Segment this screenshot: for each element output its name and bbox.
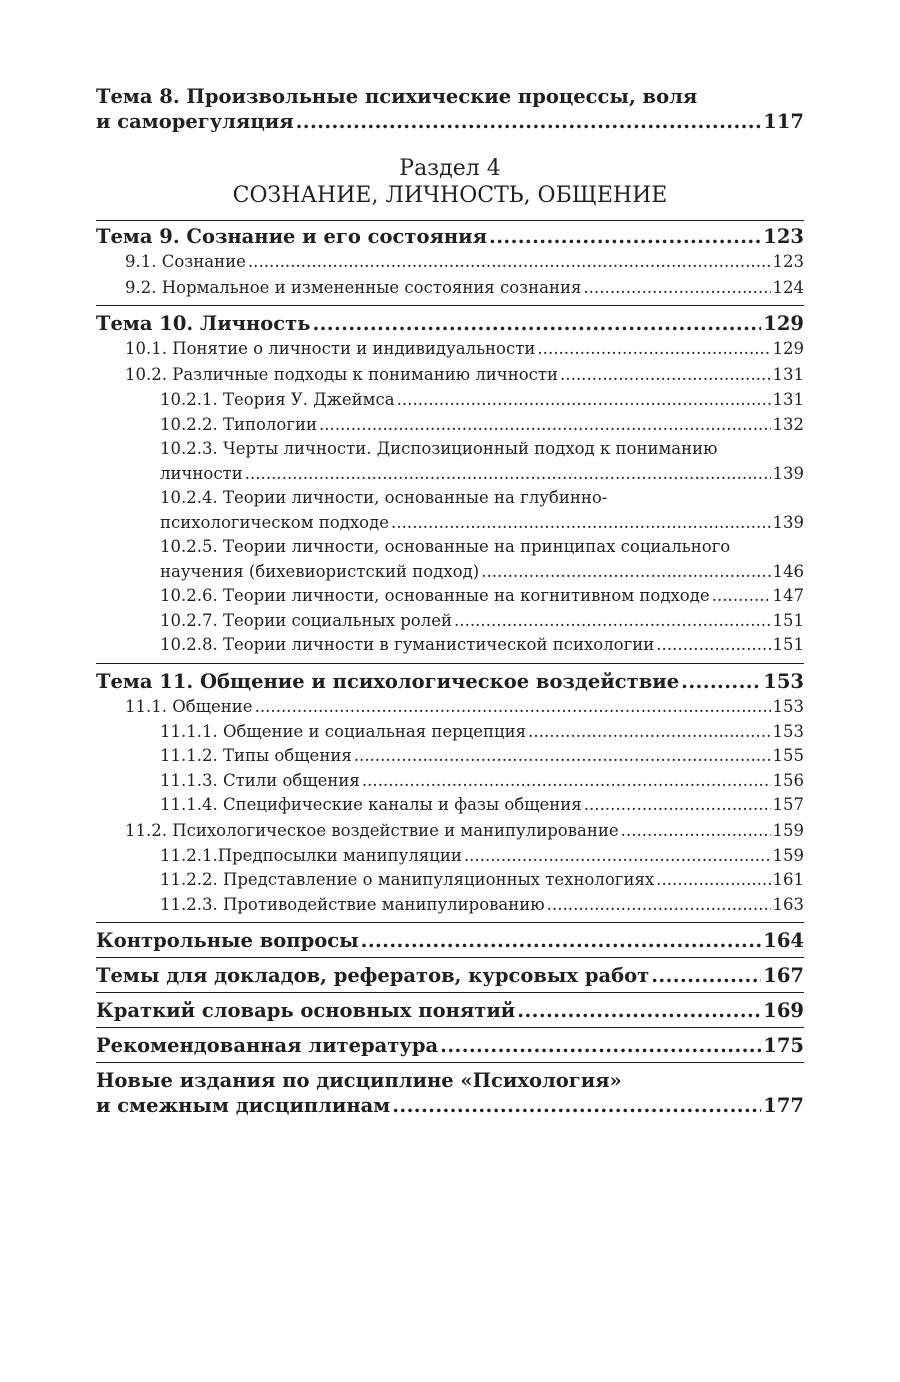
dot-leader [319,413,771,438]
entry-title: 9.2. Нормальное и измененные состояния сознания [125,278,582,297]
entry-title-line2: психологическом подходе [160,512,390,532]
toc-entry-10-2-3[interactable] [96,437,804,486]
dot-leader [481,560,770,585]
divider [96,1062,804,1063]
page-number: 146 [772,561,804,581]
section-number: Раздел 4 [399,156,501,181]
entry-title: Тема 10. Личность [96,312,311,335]
divider [96,992,804,993]
page-number: 123 [772,252,804,271]
toc-entry-topic-9[interactable] [96,224,804,249]
entry-title: Краткий словарь основных понятий [96,999,516,1022]
toc-entry-10-2-4[interactable] [96,486,804,535]
toc-entry-10-2-8[interactable] [96,633,804,658]
page-number: 156 [772,770,804,790]
page-number: 131 [772,365,804,384]
entry-title-line1: 10.2.4. Теории личности, основанные на глубинно- [160,488,608,507]
page-number: 153 [772,721,804,741]
dot-leader [245,462,771,487]
dot-leader [392,1093,761,1118]
page-number: 139 [772,512,804,532]
entry-title-line1: Тема 8. Произвольные психические процессы, воля [96,85,698,108]
toc-entry-11-2-1[interactable] [96,844,804,869]
page-number: 159 [772,820,804,840]
page-number: 153 [763,669,804,693]
toc-entry-10-2-6[interactable] [96,584,804,609]
entry-title: 10.2.2. Типологии [160,414,317,434]
entry-title: 11.1. Общение [125,696,253,716]
entry-title-line1: 10.2.5. Теории личности, основанные на принципах социального [160,537,731,556]
toc-entry-review-questions[interactable] [96,928,804,953]
entry-title: 11.1.3. Стили общения [160,770,360,790]
dot-leader [489,224,761,249]
entry-title-line2: личности [160,463,243,483]
toc-entry-10-1[interactable] [96,336,804,362]
toc-entry-11-1-4[interactable] [96,793,804,818]
dot-leader [560,362,770,388]
page-number: 167 [763,964,804,987]
entry-title: 10.2.1. Теория У. Джеймса [160,390,395,409]
dot-leader [621,818,771,844]
page-number: 161 [772,870,804,889]
section-title: СОЗНАНИЕ, ЛИЧНОСТЬ, ОБЩЕНИЕ [232,183,668,208]
page-number: 124 [772,278,804,297]
table-of-contents [96,84,804,1118]
dot-leader [248,249,771,275]
divider [96,1027,804,1028]
entry-title: 10.2.7. Теории социальных ролей [160,610,452,630]
toc-entry-9-1[interactable] [96,249,804,275]
entry-title-line1: 10.2.3. Черты личности. Диспозиционный подход к пониманию [160,439,718,458]
dot-leader [362,769,771,794]
page-number: 147 [772,586,804,605]
page-number: 151 [772,635,804,654]
dot-leader [583,275,770,301]
entry-title: 10.2. Различные подходы к пониманию личности [125,365,559,384]
page-number: 169 [763,999,804,1022]
toc-entry-topic-8[interactable] [96,84,804,134]
page-number: 117 [763,110,804,133]
entry-title: 11.2.1.Предпосылки манипуляции [160,845,462,865]
divider [96,305,804,306]
toc-entry-10-2[interactable] [96,362,804,388]
toc-entry-glossary[interactable] [96,998,804,1023]
entry-title: Тема 11. Общение и психологическое воздействие [96,669,680,693]
dot-leader [537,336,770,362]
toc-entry-report-topics[interactable] [96,963,804,988]
page-number: 157 [772,795,804,814]
dot-leader [528,720,770,745]
divider [96,957,804,958]
entry-title: 11.1.4. Специфические каналы и фазы общения [160,795,582,814]
entry-title-line1: Новые издания по дисциплине «Психология» [96,1069,622,1092]
entry-title: 11.2.2. Представление о манипуляционных технологиях [160,870,655,889]
page-number: 139 [772,463,804,483]
toc-entry-topic-10[interactable] [96,311,804,336]
entry-title: Контрольные вопросы [96,929,359,952]
dot-leader [312,311,761,336]
entry-title: Рекомендованная литература [96,1034,439,1057]
toc-entry-9-2[interactable] [96,275,804,301]
entry-title: 11.2. Психологическое воздействие и манипулирование [125,820,619,840]
toc-entry-11-2[interactable] [96,818,804,844]
page-number: 123 [763,225,804,248]
entry-title: 9.1. Сознание [125,252,246,271]
dot-leader [354,744,771,769]
page-number: 175 [763,1034,804,1057]
entry-title: 11.2.3. Противодействие манипулированию [160,894,545,914]
dot-leader [391,511,770,536]
entry-title: 10.1. Понятие о личности и индивидуальности [125,339,536,358]
toc-entry-11-1-3[interactable] [96,769,804,794]
toc-entry-recommended-literature[interactable] [96,1033,804,1058]
dot-leader [464,844,771,869]
page-number: 155 [772,746,804,765]
dot-leader [361,928,762,953]
entry-title: 10.2.6. Теории личности, основанные на когнитивном подходе [160,586,710,605]
toc-entry-10-2-5[interactable] [96,535,804,584]
dot-leader [712,584,771,609]
toc-entry-11-2-3[interactable] [96,893,804,918]
page-number: 159 [772,845,804,865]
divider [96,663,804,664]
page-number: 163 [772,894,804,914]
divider [96,220,804,221]
dot-leader [681,669,761,694]
page-number: 153 [772,696,804,716]
toc-entry-11-1-2[interactable] [96,744,804,769]
toc-entry-topic-11[interactable] [96,669,804,694]
toc-entry-11-2-2[interactable] [96,868,804,893]
page-number: 151 [772,610,804,630]
entry-title: 10.2.8. Теории личности в гуманистической психологии [160,635,655,654]
toc-entry-new-editions[interactable] [96,1068,804,1118]
dot-leader [397,388,771,413]
dot-leader [296,109,762,134]
entry-title: 11.1.1. Общение и социальная перцепция [160,721,527,741]
entry-title-line2: научения (бихевиористский подход) [160,561,480,581]
dot-leader [547,893,771,918]
section-heading [96,156,804,210]
dot-leader [454,609,771,634]
toc-entry-10-2-1[interactable] [96,388,804,413]
entry-title-line2: и саморегуляция [96,110,294,133]
divider [96,922,804,923]
page-number: 177 [763,1094,804,1117]
page-number: 164 [763,929,804,952]
page-number: 129 [772,339,804,358]
entry-title: Тема 9. Сознание и его состояния [96,225,488,248]
entry-title: 11.1.2. Типы общения [160,746,352,765]
toc-entry-11-1-1[interactable] [96,720,804,745]
dot-leader [651,963,761,988]
dot-leader [255,694,771,720]
toc-entry-11-1[interactable] [96,694,804,720]
dot-leader [656,868,770,893]
entry-title: Темы для докладов, рефератов, курсовых работ [96,964,650,987]
dot-leader [656,633,770,658]
entry-title-line2: и смежным дисциплинам [96,1094,391,1117]
toc-entry-10-2-2[interactable] [96,413,804,438]
toc-entry-10-2-7[interactable] [96,609,804,634]
page-number: 131 [772,390,804,409]
page-number: 129 [763,312,804,335]
page-number: 132 [772,414,804,434]
dot-leader [517,998,761,1023]
dot-leader [440,1033,761,1058]
dot-leader [584,793,771,818]
